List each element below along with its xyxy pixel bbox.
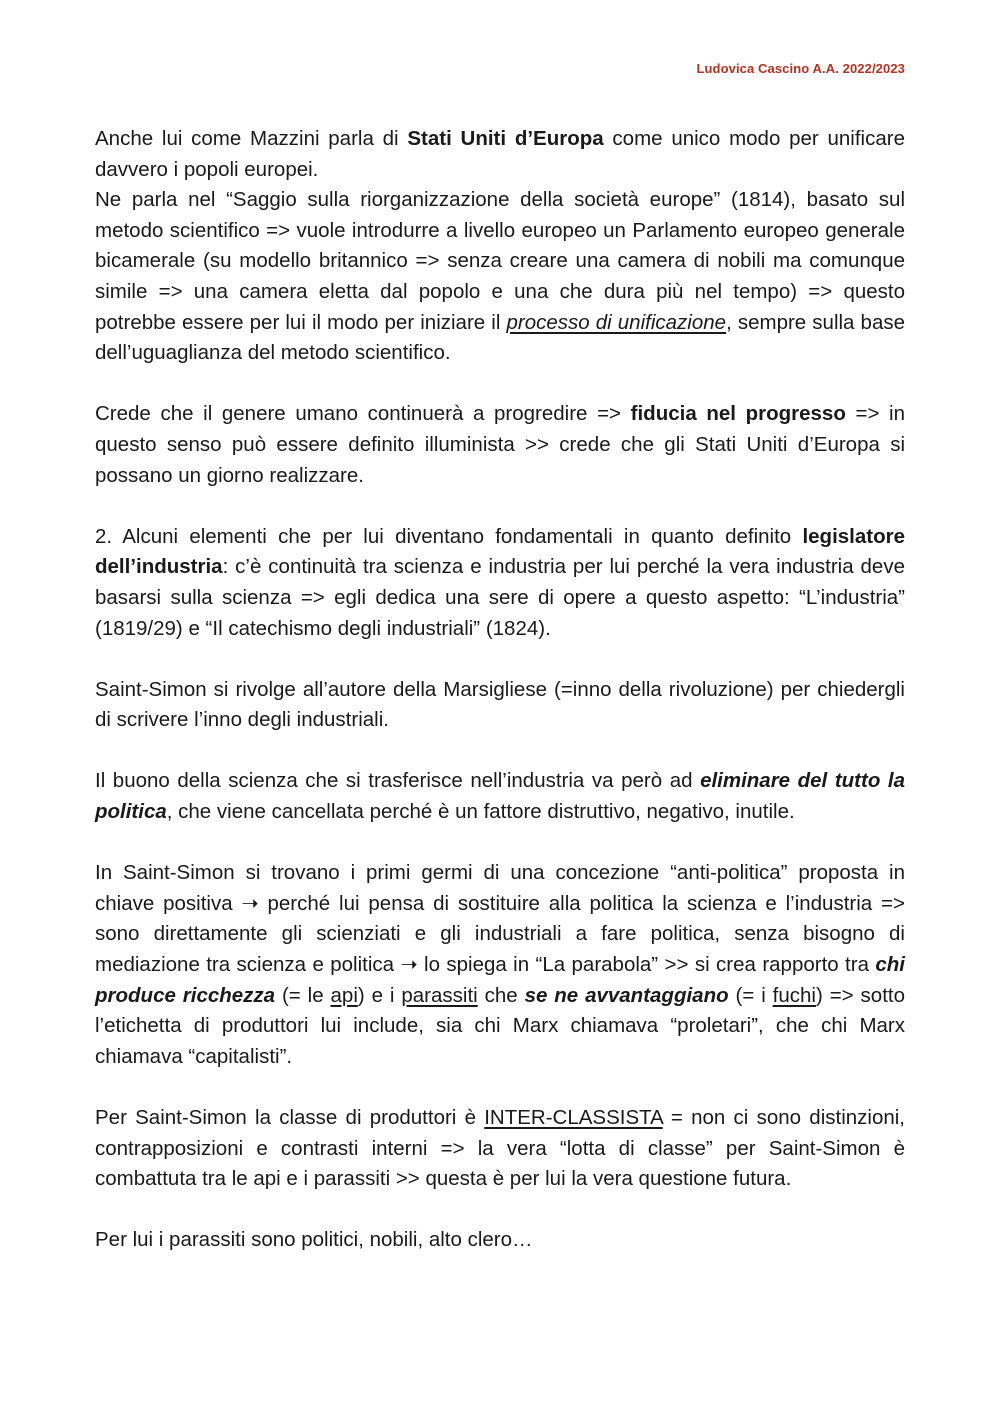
paragraph-inter-classista [95,1103,905,1195]
bold-term-legislatore: legislatore dell’industria [95,524,905,579]
text-run: perché lui pensa di sostituire alla politica la scienza e l’industria => sono direttamente gli scienziati e gli industriali a fare politica, senza bisogno di mediazione tra scienza e politica [95,891,905,977]
text-run: Crede che il genere umano continuerà a progredire => [95,402,631,426]
text-run: Ne parla nel “Saggio sulla riorganizzazione della società europe” (1814), basato sul metodo scientifico => vuole introdurre a livello europeo un Parlamento europeo generale bicamerale (su modello britannico => senza creare una camera di nobili ma comunque simile => una camera eletta dal popolo e una che dura più nel tempo) => questo potrebbe essere per lui il modo per iniziare il [95,188,905,334]
underline-term-parassiti: parassiti [401,983,478,1007]
text-run: : c’è continuità tra scienza e industria per lui perché la vera industria deve basarsi sulla scienza => egli dedica una sere di opere a questo aspetto: “L’industria” (1819/29) e “Il catechismo degli industriali” (1824). [95,555,905,640]
paragraph-gap [95,644,905,675]
paragraph-saggio [95,185,905,369]
text-run: che [477,983,525,1007]
text-run: ) => sotto l’etichetta di produttori lui include, sia chi Marx chiamava “proletari”, che chi Marx chiamava “capitalisti”. [95,983,905,1068]
paragraph-gap [95,369,905,400]
paragraph-marsigliese: Saint-Simon si rivolge all’autore della Marsigliese (=inno della rivoluzione) per chiedergli di scrivere l’inno degli industriali. [95,677,905,732]
document-body [95,124,905,1256]
text-run: come unico modo per unificare davvero i popoli europei. [95,127,905,181]
text-run: 2. Alcuni elementi che per lui diventano fondamentali in quanto definito [95,524,803,548]
header-author-year: Ludovica Cascino A.A. 2022/2023 [696,61,905,76]
text-run: => in questo senso può essere definito illuminista >> crede che gli Stati Uniti d’Europa si possano un giorno realizzare. [95,402,905,487]
text-run: Il buono della scienza che si trasferisce nell’industria va però ad [95,769,701,793]
underline-term-fuchi: fuchi [772,983,816,1007]
text-run: , sempre sulla base dell’uguaglianza del metodo scientifico. [95,310,905,365]
text-run: Anche lui come Mazzini parla di [95,127,408,150]
paragraph-gap [95,1195,905,1226]
text-run: , che viene cancellata perché è un fattore distruttivo, negativo, inutile. [166,800,795,824]
underline-term-inter-classista: INTER-CLASSISTA [484,1106,663,1129]
text-run: (= le [275,983,331,1007]
text-run: = non ci sono distinzioni, contrapposizioni e contrasti interni => la vera “lotta di classe” per Saint-Simon è combattuta tra le api e i parassiti >> questa è per lui la vera questione futura. [95,1106,906,1191]
paragraph-gap [95,491,905,522]
bold-italic-term-avvantaggiano: se ne avvantaggiano [524,983,729,1007]
bold-italic-term-eliminare: eliminare del tutto la politica [95,769,905,824]
italic-term-processo: processo di unificazione [506,310,727,334]
text-run: In Saint-Simon si trovano i primi germi di una concezione “anti-politica” proposta in chiave positiva [95,861,905,915]
bold-italic-term-ricchezza: chi produce ricchezza [95,953,905,1007]
bold-term-fiducia: fiducia nel progresso [630,402,846,426]
paragraph-anti-politica [95,858,905,1072]
paragraph-gap [95,828,905,859]
bold-term-stati-uniti: Stati Uniti d’Europa [407,127,604,150]
paragraph-parassiti: Per lui i parassiti sono politici, nobili, alto clero… [95,1228,533,1252]
arrow-right-icon: ➝ [400,953,418,977]
paragraph-politica [95,766,905,827]
paragraph-progresso [95,399,905,491]
text-run: (= i [728,983,773,1007]
text-run: lo spiega in “La parabola” >> si crea rapporto tra [417,953,876,977]
arrow-right-icon: ➝ [241,891,259,915]
text-run: ) e i [357,983,402,1007]
underline-term-api: api [330,983,358,1007]
text-run: Per Saint-Simon la classe di produttori è [95,1106,485,1129]
paragraph-legislatore [95,522,905,644]
paragraph-gap [95,1072,905,1103]
paragraph-stati-uniti [95,124,905,185]
paragraph-gap [95,736,905,767]
